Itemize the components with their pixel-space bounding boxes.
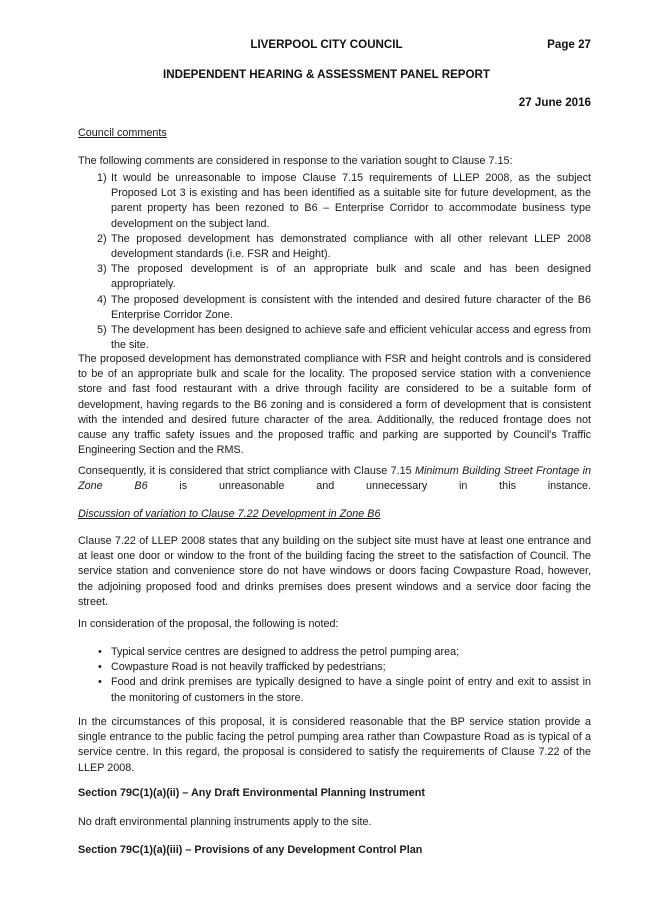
- section-ii-heading: Section 79C(1)(a)(ii) – Any Draft Environmental Planning Instrument: [78, 787, 425, 799]
- list-item-text: The proposed development is of an appropriate bulk and scale and has been designed appropriately.: [111, 263, 591, 291]
- bullet-icon: •: [98, 646, 102, 658]
- council-comments-intro-block: [78, 154, 591, 169]
- bullet-text: Typical service centres are designed to address the petrol pumping area;: [111, 646, 460, 658]
- clause-722-heading: Discussion of variation to Clause 7.22 Development in Zone B6: [78, 508, 381, 520]
- consequently-paragraph: [78, 464, 591, 494]
- bullet-item: [78, 645, 591, 660]
- list-item: [78, 262, 591, 292]
- bullet-icon: •: [98, 676, 102, 689]
- section-ii-heading-block: [78, 786, 591, 801]
- list-item-number: 5): [97, 324, 107, 337]
- section-ii-text: No draft environmental planning instruments apply to the site.: [78, 816, 372, 828]
- council-comments-heading: Council comments: [78, 127, 167, 139]
- compliance-paragraph: The proposed development has demonstrated compliance with FSR and height controls and is considered to be of an appropriate bulk and scale for the locality. The proposed service station with a convenience store and fast food restaurant with a drive through facility are considered to be a suitable form of development, having regards to the B6 zoning and is considered a form of development that is consistent with the intended and desired future character of the area. Additionally, the reduced frontage does not cause any traffic safety issues and the proposed traffic and parking are supported by Council's Traffic Engineering Section and the RMS.: [78, 353, 591, 457]
- report-title: INDEPENDENT HEARING & ASSESSMENT PANEL REPORT: [162, 68, 491, 81]
- list-item-text: The proposed development is consistent with the intended and desired future character of the B6 Enterprise Corridor Zone.: [111, 293, 591, 321]
- clause-722-heading-block: [78, 507, 591, 522]
- list-item-number: 1): [97, 172, 107, 184]
- list-item: [78, 171, 591, 232]
- bullet-item: [78, 660, 591, 675]
- list-item-text: It would be unreasonable to impose Clause 7.15 requirements of LLEP 2008, as the subject Proposed Lot 3 is existing and has been identified as a suitable site for future development, as the parent property has been rezoned to B6 – Enterprise Corridor to accommodate business type development on the subject land.: [111, 172, 591, 230]
- clause-722-paragraph: Clause 7.22 of LLEP 2008 states that any building on the subject site must have at least one entrance and at least one door or window to the front of the building facing the street to the satisfaction of Council. The service station and convenience store do not have windows or doors facing Cowpasture Road, however, the adjoining proposed food and drinks premises does present windows and a service door facing the street.: [78, 535, 591, 608]
- noted-intro-block: [78, 617, 591, 632]
- noted-intro: In consideration of the proposal, the following is noted:: [78, 618, 339, 630]
- council-comments-list-block: [78, 171, 591, 353]
- clause-722-paragraph-block: [78, 534, 591, 610]
- list-item: [78, 323, 591, 353]
- page-number: Page 27: [547, 38, 591, 51]
- council-name-header: LIVERPOOL CITY COUNCIL: [250, 38, 403, 51]
- bullet-text: Food and drink premises are typically designed to have a single point of entry and exit to assist in the monitoring of customers in the store.: [111, 676, 591, 704]
- list-item-number: 4): [97, 293, 107, 306]
- compliance-paragraph-block: [78, 352, 591, 458]
- section-ii-text-block: [78, 815, 591, 830]
- council-comments-intro: The following comments are considered in response to the variation sought to Clause 7.15:: [78, 155, 513, 167]
- bullet-item: [78, 675, 591, 705]
- council-comments-section: [78, 126, 591, 141]
- consequently-text-prefix: Consequently, it is considered that strict compliance with Clause 7.15: [78, 465, 415, 477]
- list-item-text: The proposed development has demonstrated compliance with all other relevant LLEP 2008 development standards (i.e. FSR and Height).: [111, 232, 591, 261]
- bullet-text: Cowpasture Road is not heavily trafficked by pedestrians;: [111, 661, 386, 674]
- list-item: [78, 293, 591, 323]
- clause-715-title: Minimum Building Street Frontage in Zone B6: [78, 465, 591, 493]
- noted-bullets-block: [78, 645, 591, 706]
- noted-bullet-list: [78, 645, 591, 706]
- report-date: 27 June 2016: [518, 96, 591, 109]
- conclusion-paragraph: In the circumstances of this proposal, it is considered reasonable that the BP service station provide a single entrance to the public facing the petrol pumping area rather than Cowpasture Road as is typical of a service centre. In this regard, the proposal is considered to satisfy the requirements of Clause 7.22 of the LLEP 2008.: [78, 716, 591, 774]
- section-iii-heading-block: [78, 843, 591, 858]
- list-item-number: 3): [97, 263, 107, 276]
- consequently-paragraph-block: [78, 464, 591, 494]
- list-item-text: The development has been designed to achieve safe and efficient vehicular access and egress from the site.: [111, 324, 591, 352]
- list-item-number: 2): [97, 232, 107, 245]
- bullet-icon: •: [98, 661, 102, 674]
- conclusion-paragraph-block: [78, 715, 591, 776]
- council-comments-list: [78, 171, 591, 353]
- consequently-text-suffix: is unreasonable and unnecessary in this instance.: [147, 480, 591, 493]
- section-iii-heading: Section 79C(1)(a)(iii) – Provisions of any Development Control Plan: [78, 844, 423, 856]
- list-item: [78, 232, 591, 262]
